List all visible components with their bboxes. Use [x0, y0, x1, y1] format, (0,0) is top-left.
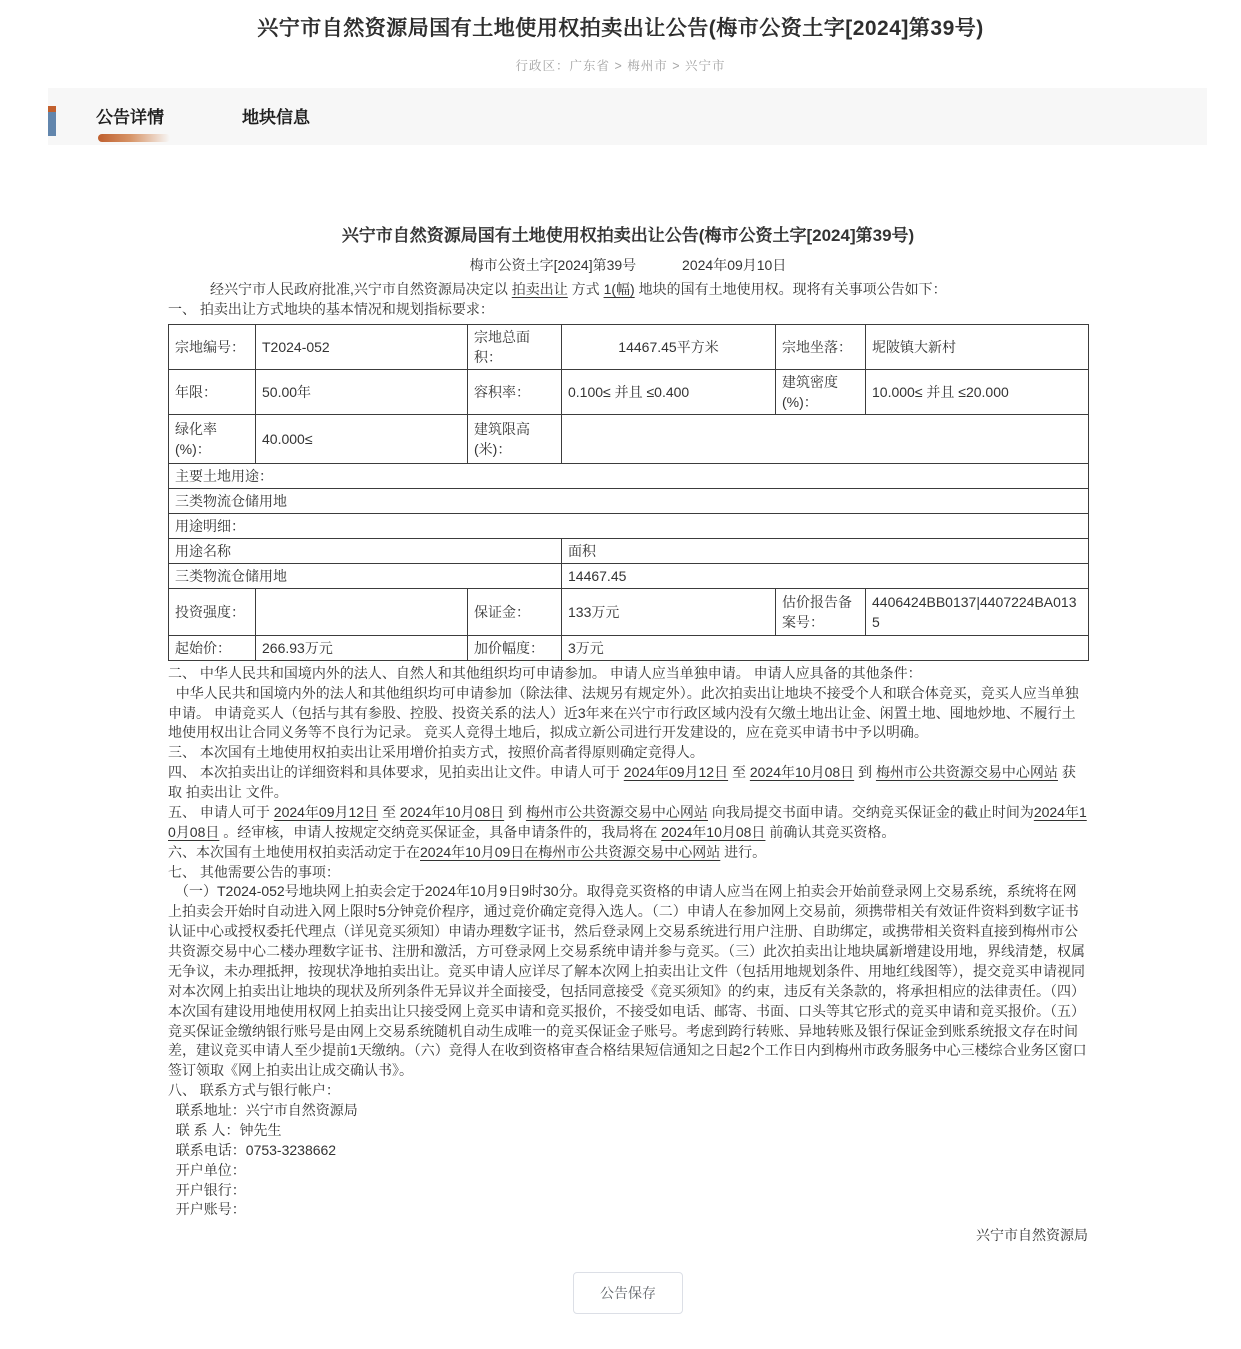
doc-paragraph — [168, 1101, 1088, 1121]
table-cell: 14467.45 — [562, 563, 1089, 588]
table-cell: 14467.45平方米 — [562, 324, 776, 369]
plain-text: 六、本次国有土地使用权拍卖活动定于在 — [168, 843, 420, 860]
underlined-text: 2024年09月12日 — [273, 803, 379, 820]
tabs-container — [48, 88, 1207, 145]
plain-text: 经兴宁市人民政府批准,兴宁市自然资源局决定以 — [210, 281, 512, 297]
plain-text: 五、 申请人可于 — [168, 803, 274, 820]
plain-text: 中华人民共和国境内外的法人和其他组织均可申请参加（除法律、法规另有规定外）。此次拍卖出让地块不接受个人和联合体竞买，竞买人应当单独申请。 申请竞买人（包括与其有参股、控股、投资关系的法人）近3年来在兴宁市行政区域内没有欠缴土地出让金、闲置土地、囤地炒地、不履行土地使用权出让合同义务等不良行为记录。 竞买人竞得土地后，拟成立新公司进行开发建设的，应在竞买申请书中予以明确。 — [168, 684, 1079, 741]
table-row — [169, 463, 1089, 488]
plain-text: 联系地址：兴宁市自然资源局 — [168, 1102, 358, 1118]
table-row — [169, 538, 1089, 563]
plain-text: 进行。 — [720, 843, 767, 860]
plain-text: 联系电话：0753-3238662 — [168, 1141, 337, 1158]
tab-announcement-detail[interactable] — [96, 108, 164, 145]
table-cell: 宗地编号： — [169, 324, 256, 369]
table-cell: 三类物流仓储用地 — [169, 563, 562, 588]
tab-label: 公告详情 — [96, 108, 164, 127]
table-row — [169, 324, 1089, 369]
underlined-text: 2024年10月08日 — [399, 803, 505, 820]
doc-paragraph — [168, 843, 1088, 863]
table-cell — [562, 414, 1089, 463]
table-cell: 0.100≤ 并且 ≤0.400 — [562, 369, 776, 414]
intro-paragraph — [168, 280, 1088, 300]
document-title: 兴宁市自然资源局国有土地使用权拍卖出让公告(梅市公资土字[2024]第39号) — [341, 226, 915, 245]
plain-text: 获取 拍卖出让 文件。 — [168, 764, 1076, 800]
table-row — [169, 488, 1089, 513]
table-cell: 三类物流仓储用地 — [169, 488, 1089, 513]
table-cell: 年限： — [169, 369, 256, 414]
plain-text: 到 — [504, 803, 526, 820]
doc-paragraph — [168, 1141, 1088, 1161]
table-cell: 绿化率(%)： — [169, 414, 256, 463]
table-cell: 266.93万元 — [256, 635, 468, 660]
plain-text: 至 — [378, 803, 400, 820]
table-cell: 主要土地用途： — [169, 463, 1089, 488]
page-title: 兴宁市自然资源局国有土地使用权拍卖出让公告(梅市公资土字[2024]第39号) — [257, 17, 984, 40]
underlined-text: 2024年10月08日 — [661, 823, 766, 840]
document-number: 梅市公资土字[2024]第39号 — [469, 257, 637, 273]
table-cell: 面积 — [562, 538, 1089, 563]
tab-parcel-info[interactable] — [242, 108, 310, 145]
table-row — [169, 588, 1089, 635]
table-cell: 容积率： — [468, 369, 562, 414]
table-row — [169, 513, 1089, 538]
plain-text: 方式 — [567, 281, 604, 297]
doc-paragraph — [168, 1121, 1088, 1141]
land-info-table — [168, 324, 1089, 661]
table-cell: 10.000≤ 并且 ≤20.000 — [866, 369, 1089, 414]
blue-bar-decoration — [48, 112, 56, 136]
table-cell: 加价幅度： — [468, 635, 562, 660]
plain-text: 地块的国有土地使用权。现将有关事项公告如下： — [634, 281, 947, 297]
doc-paragraph — [168, 1081, 1088, 1101]
table-cell — [256, 588, 468, 635]
page-header — [0, 0, 1241, 74]
section-1-heading: 一、 拍卖出让方式地块的基本情况和规划指标要求： — [168, 300, 494, 317]
doc-paragraph — [168, 1181, 1088, 1201]
plain-text: 向我局提交书面申请。交纳竞买保证金的截止时间为 — [707, 803, 1034, 820]
issuer-signature: 兴宁市自然资源局 — [976, 1227, 1088, 1244]
underlined-text: 2024年10月08日 — [749, 764, 855, 781]
table-cell: 估价报告备案号： — [776, 588, 866, 635]
table-row — [169, 369, 1089, 414]
underlined-text: 梅州市公共资源交易中心网站 — [875, 764, 1058, 781]
breadcrumb: 行政区：广东省 > 梅州市 > 兴宁市 — [515, 59, 726, 73]
save-announcement-button[interactable]: 公告保存 — [573, 1272, 683, 1314]
announcement-document — [168, 145, 1088, 1338]
table-cell: 建筑密度(%)： — [776, 369, 866, 414]
table-body — [169, 324, 1089, 660]
doc-paragraph — [168, 763, 1088, 803]
doc-paragraph — [168, 803, 1088, 843]
table-row — [169, 414, 1089, 463]
table-cell: 40.000≤ — [256, 414, 468, 463]
underlined-text: 梅州市公共资源交易中心网站 — [525, 803, 708, 820]
table-cell: 50.00年 — [256, 369, 468, 414]
doc-paragraph — [168, 882, 1088, 1081]
doc-paragraph — [168, 664, 1088, 684]
doc-paragraph — [168, 1200, 1088, 1220]
active-tab-underline — [98, 134, 170, 142]
table-cell: 坭陂镇大新村 — [866, 324, 1089, 369]
table-cell: 3万元 — [562, 635, 1089, 660]
table-row — [169, 563, 1089, 588]
doc-paragraph — [168, 1161, 1088, 1181]
doc-paragraph — [168, 743, 1088, 763]
save-bar — [168, 1272, 1088, 1338]
plain-text: 前确认其竞买资格。 — [765, 823, 896, 840]
underlined-text: 2024年10月08日 — [168, 803, 1087, 840]
tab-label: 地块信息 — [242, 108, 310, 127]
table-cell: 宗地坐落： — [776, 324, 866, 369]
plain-text: 三、 本次国有土地使用权拍卖出让采用增价拍卖方式，按照价高者得原则确定竞得人。 — [168, 744, 704, 761]
plain-text: 至 — [728, 764, 750, 781]
plain-text: 八、 联系方式与银行帐户： — [168, 1082, 340, 1099]
table-cell: 投资强度： — [169, 588, 256, 635]
plain-text: 。经审核，申请人按规定交纳竞买保证金，具备申请条件的，我局将在 — [219, 823, 662, 840]
document-meta — [168, 255, 1088, 275]
underlined-text: 1(幅) — [603, 281, 635, 297]
plain-text: 四、 本次拍卖出让的详细资料和具体要求，见拍卖出让文件。申请人可于 — [168, 764, 624, 781]
plain-text: 开户单位： — [168, 1161, 246, 1178]
table-cell: 建筑限高(米)： — [468, 414, 562, 463]
tab-bar-accent-marker — [48, 106, 56, 136]
underlined-text: 拍卖出让 — [511, 281, 568, 297]
plain-text: （一）T2024-052号地块网上拍卖会定于2024年10月9日9时30分。取得竞买资格的申请人应当在网上拍卖会开始前登录网上交易系统，系统将在网上拍卖会开始时自动进入网上限时5分钟竞价程序，通过竞价确定竞得入选人。（二）申请人在参加网上交易前，须携带相关有效证件资料到数字证书认证中心或授权委托代理点（详见竞买须知）申请办理数字证书，然后登录网上交易系统进行用户注册、自助绑定，或携带相关资料直接到梅州市公共资源交易中心二楼办理数字证书、注册和激活，方可登录网上交易系统申请并参与竞买。（三）此次拍卖出让地块属新增建设用地，界线清楚，权属无争议，未办理抵押，按现状净地拍卖出让。竞买申请人应详尽了解本次网上拍卖出让文件（包括用地规划条件、用地红线图等），提交竞买申请视同对本次网上拍卖出让地块的现状及所列条件无异议并全面接受，包括同意接受《竞买须知》的约束，违反有关条款的，将承担相应的法律责任。（四）本次国有建设用地使用权网上拍卖出让只接受网上竞买申请和竞买报价，不接受如电话、邮寄、书面、口头等其它形式的竞买申请和竞买报价。（五）竞买保证金缴纳银行账号是由网上交易系统随机自动生成唯一的竞买保证金子账号。考虑到跨行转账、异地转账及银行保证金到账系统报文存在时间差，建议竞买申请人至少提前1天缴纳。（六）竞得人在收到资格审查合格结果短信通知之日起2个工作日内到梅州市政务服务中心三楼综合业务区窗口签订领取《网上拍卖出让成交确认书》。 — [168, 883, 1087, 1079]
table-cell: 起始价： — [169, 635, 256, 660]
tab-bar — [48, 88, 1207, 145]
document-date: 2024年09月10日 — [682, 257, 787, 273]
underlined-text: 2024年09月12日 — [623, 764, 729, 781]
table-cell: 宗地总面积： — [468, 324, 562, 369]
plain-text: 二、 中华人民共和国境内外的法人、自然人和其他组织均可申请参加。 申请人应当单独申请。 申请人应具备的其他条件： — [168, 664, 922, 681]
doc-paragraph — [168, 684, 1088, 744]
plain-text: 七、 其他需要公告的事项： — [168, 863, 340, 880]
table-cell: 保证金： — [468, 588, 562, 635]
table-cell: 用途明细： — [169, 513, 1089, 538]
doc-paragraph — [168, 863, 1088, 883]
table-row — [169, 635, 1089, 660]
table-cell: 用途名称 — [169, 538, 562, 563]
plain-text: 开户账号： — [168, 1201, 246, 1218]
table-cell: 133万元 — [562, 588, 776, 635]
plain-text: 到 — [854, 764, 876, 781]
underlined-text: 2024年10月09日在梅州市公共资源交易中心网站 — [420, 843, 721, 860]
table-cell: T2024-052 — [256, 324, 468, 369]
table-cell: 4406424BB0137|4407224BA0135 — [866, 588, 1089, 635]
plain-text: 联 系 人：钟先生 — [168, 1121, 282, 1138]
paragraphs-container — [168, 664, 1088, 1221]
plain-text: 开户银行： — [168, 1181, 246, 1198]
